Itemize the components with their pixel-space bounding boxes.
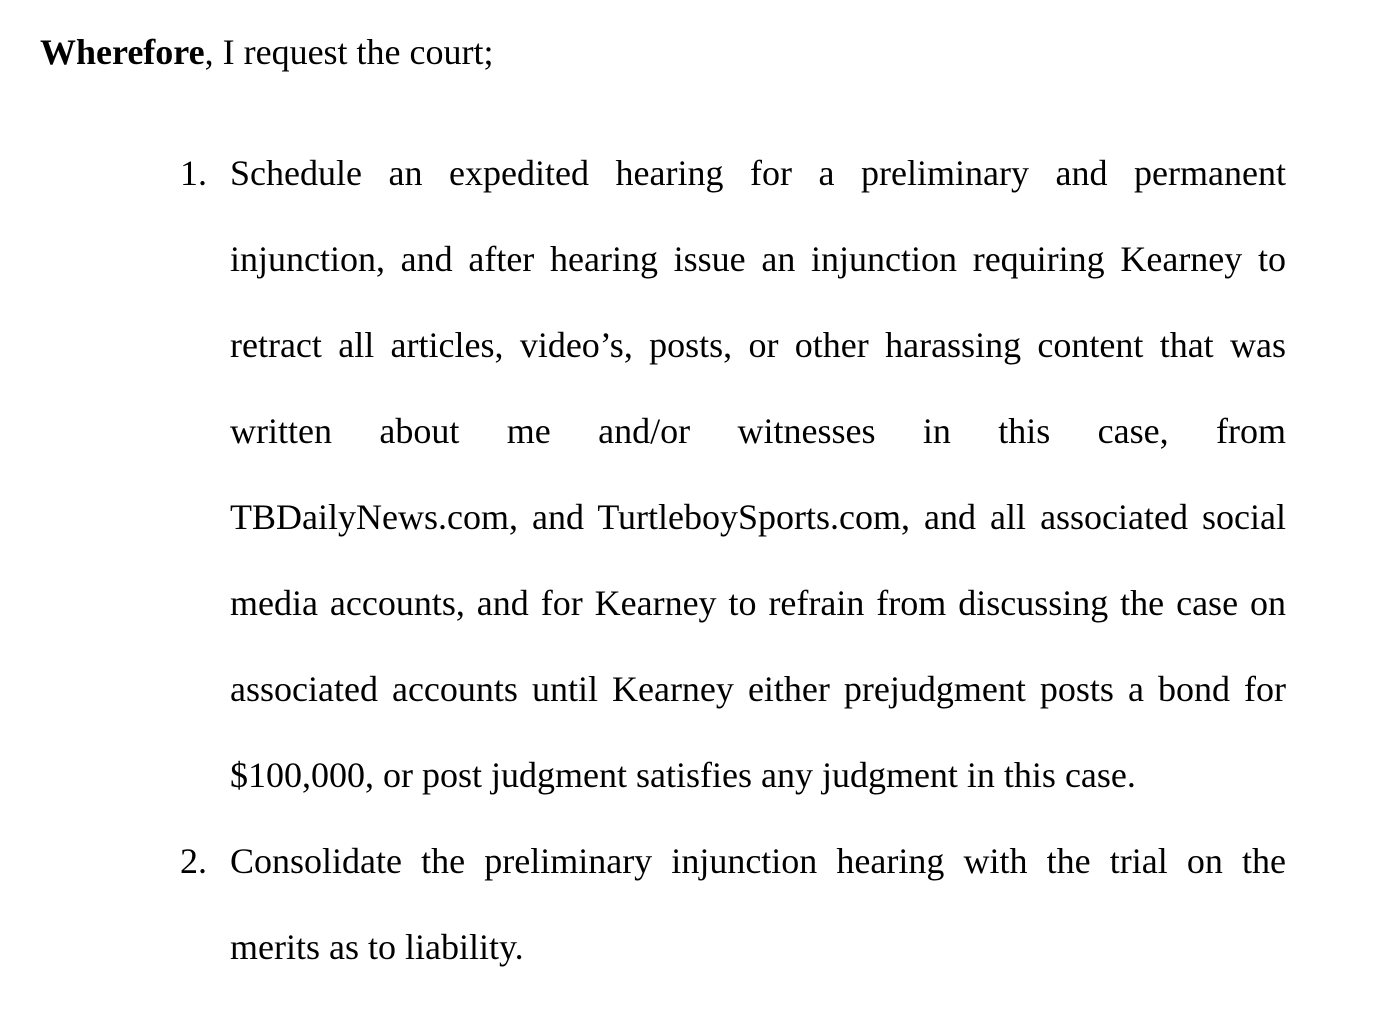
intro-text: , I request the court;	[204, 32, 494, 72]
item-number: 2.	[180, 841, 207, 881]
item-line: associated accounts until Kearney either prejudgment posts a bond for	[230, 669, 1286, 709]
item-line: Consolidate the preliminary injunction hearing with the trial on the	[230, 841, 1286, 881]
item-text	[230, 818, 1286, 990]
item-line: merits as to liability.	[230, 927, 524, 967]
item-number: 1.	[180, 153, 207, 193]
item-line: $100,000, or post judgment satisfies any judgment in this case.	[230, 755, 1136, 795]
intro-bold-word: Wherefore	[40, 32, 205, 72]
item-line: media accounts, and for Kearney to refrain from discussing the case on	[230, 583, 1286, 623]
item-line: retract all articles, video’s, posts, or other harassing content that was	[230, 325, 1286, 365]
item-line: injunction, and after hearing issue an injunction requiring Kearney to	[230, 239, 1286, 279]
item-text	[230, 130, 1286, 818]
item-line: written about me and/or witnesses in this case, from	[230, 411, 1286, 451]
item-line: TBDailyNews.com, and TurtleboySports.com, and all associated social	[230, 497, 1286, 537]
item-line: Schedule an expedited hearing for a preliminary and permanent	[230, 153, 1286, 193]
intro-paragraph	[40, 28, 494, 76]
